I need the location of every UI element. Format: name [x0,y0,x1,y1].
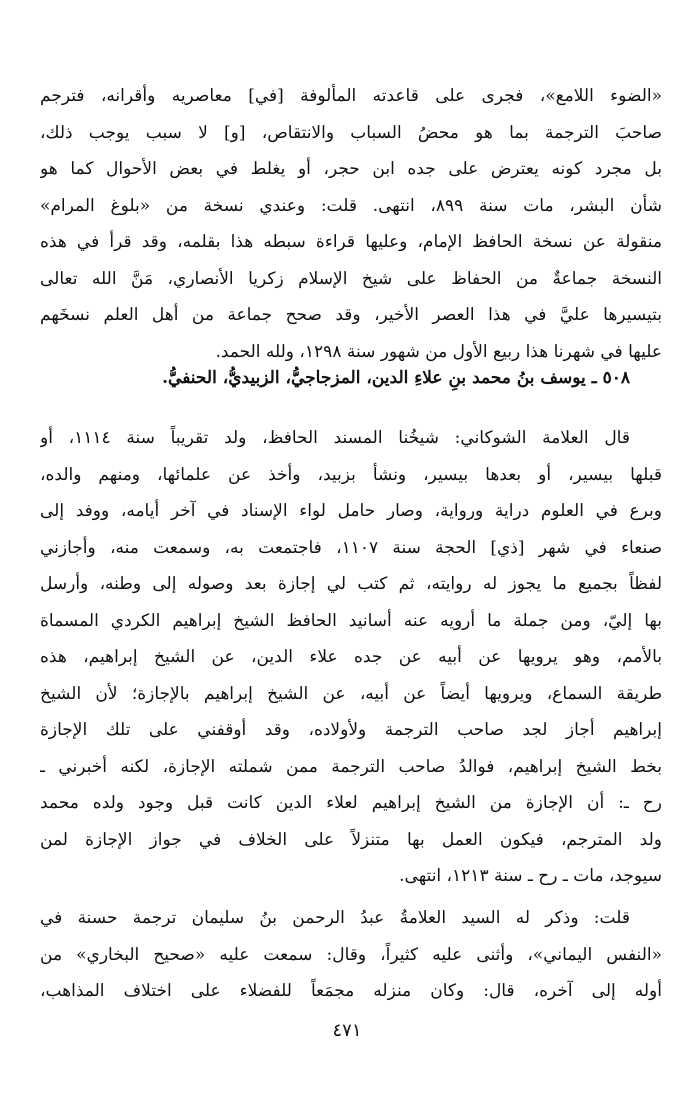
text-line: «الضوء اللامع»، فجرى على قاعدته المألوفة [في] معاصريه وأقرانه، فترجم [40,86,662,106]
text-line: قبلها بيسير، أو بعدها بيسير، ونشأ بزبيد، وأخذ عن علمائها، ومنهم والده، [40,464,662,485]
page-number: ٤٧١ [332,1020,362,1041]
text-line: سيوجد، مات ـ رح ـ سنة ١٢١٣، انتهى. [399,866,662,886]
text-line: بخط الشيخ إبراهيم، فوالدُ صاحب الترجمة ممن شملته الإجازة، لكنه أخبرني ـ [40,756,662,777]
text-line: رح ـ: أن الإجازة من الشيخ إبراهيم لعلاء الدين كانت قبل وجود ولده محمد [40,793,662,813]
entry-heading-block [40,360,662,397]
text-line: عليها في شهرنا هذا ربيع الأول من شهور سنة ١٢٩٨، ولله الحمد. [215,341,662,362]
text-line: شأن البشر، مات سنة ٨٩٩، انتهى. قلت: وعندي نسخة من «بلوغ المرام» [40,195,662,216]
text-line: صاحبَ الترجمة بما هو محضُ السباب والانتقاص، [و] لا سبب يوجب ذلك، [40,122,662,143]
text-line: بالأمم، وهو يرويها عن أبيه عن جده علاء الدين، عن الشيخ إبراهيم، هذه [40,647,662,667]
text-line: إبراهيم أجاز لجد صاحب الترجمة ولأولاده، وقد أوقفني على تلك الإجازة [40,720,662,740]
text-line: لفظاً بجميع ما يجوز له روايته، ثم كتب لي إجازة بعد وصوله إلى وطنه، وأرسل [40,574,662,594]
text-line: «النفس اليماني»، وأثنى عليه كثيراً، وقال: سمعت عليه «صحيح البخاري» من [40,944,662,965]
text-line: طريقة السماع، ويرويها أيضاً عن أبيه، عن الشيخ إبراهيم بالإجازة؛ لأن الشيخ [40,683,662,704]
text-line: بها إليّ، ومن جملة ما أرويه عنه أسانيد الحافظ الشيخ إبراهيم الكردي المسماة [40,610,662,631]
text-line: منقولة عن نسخة الحافظ الإمام، وعليها قراءة سبطه هذا بقلمه، وقد قرأ في هذه [40,232,662,252]
text-line: النسخة جماعةٌ من الحفاظ على شيخ الإسلام زكريا الأنصاري، مَنَّ الله تعالى [40,268,662,289]
text-line: ولد المترجم، فيكون العمل بها متنزلاً على الخلاف في جواز الإجازة لمن [40,829,662,850]
text-line: وبرع في العلوم دراية ورواية، وصار حامل لواء الإسناد في آخر أيامه، ووفد إلى [40,501,662,521]
entry-heading: ٥٠٨ ـ يوسف بنُ محمد بنِ علاءِ الدين، المزجاجيُّ، الزبيديُّ، الحنفيُّ. [162,368,630,388]
paragraph-continuation [40,78,662,370]
text-line: بتيسيرها عليَّ في هذا العصر الأخير، وقد صحح جماعة من أهل العلم نسخَهم [40,305,662,325]
text-line: صنعاء في شهر [ذي] الحجة سنة ١١٠٧، فاجتمعت به، وسمعت منه، وأجازني [40,537,662,558]
text-line: قلت: وذكر له السيد العلامةُ عبدُ الرحمن بنُ سليمان ترجمة حسنة في [40,908,630,928]
paragraph-biography [40,420,662,895]
text-line: بل مجرد كونه يعترض على جده ابن حجر، أو يغلط في بعض الأحوال كما هو [40,159,662,179]
paragraph-note [40,900,662,1010]
text-line: أوله إلى آخره، قال: وكان منزله مجمَعاً للفضلاء على اختلاف المذاهب، [40,981,662,1001]
text-line: قال العلامة الشوكاني: شيخُنا المسند الحافظ، ولد تقريباً سنة ١١١٤، أو [40,428,630,448]
